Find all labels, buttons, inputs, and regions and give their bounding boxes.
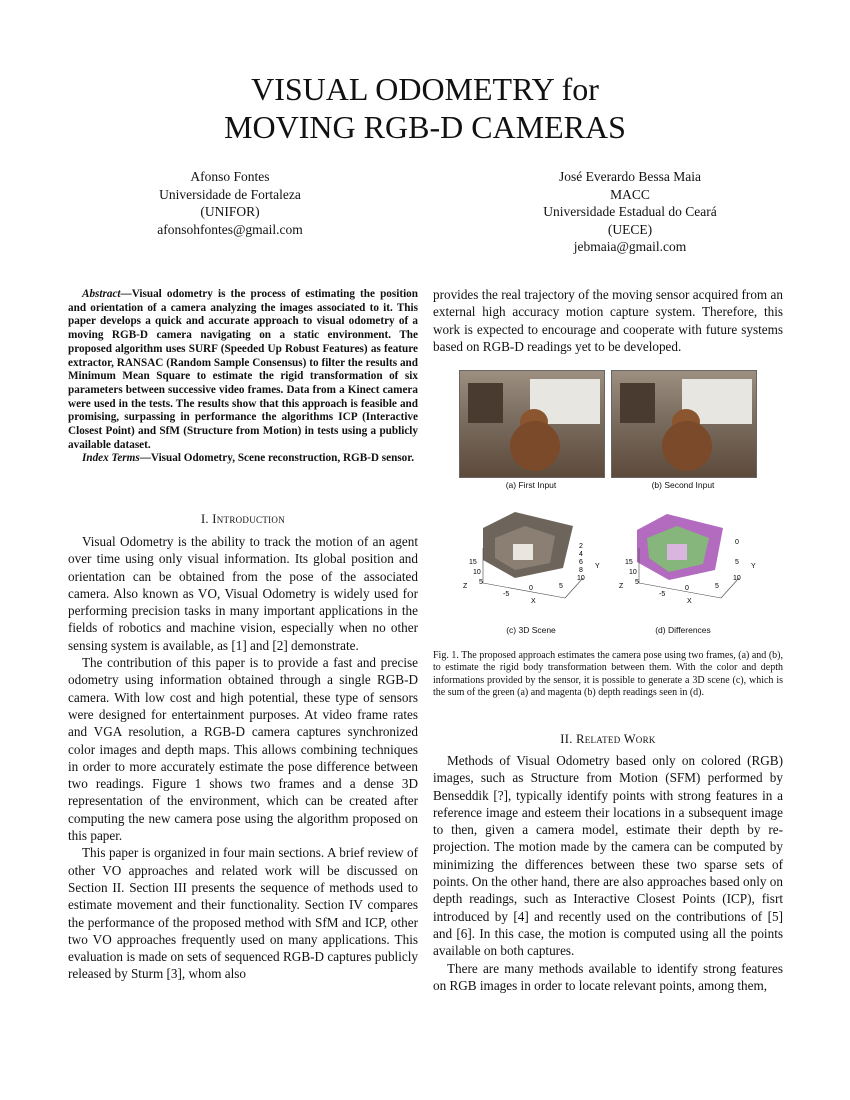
author-affiliation-dept: MACC xyxy=(610,186,650,202)
y-tick: 10 xyxy=(733,575,741,582)
author-email: jebmaia@gmail.com xyxy=(573,239,687,254)
y-tick: 10 xyxy=(577,575,585,582)
intro-paragraph-1: Visual Odometry is the ability to track the motion of an agent over time using only visual information. Its global position and orientation can be obtained from the pose of the associated camera. Also known as VO, Visual Odometry is widely used for performing precision tasks in many important applications in the fields of robotics and machine vision, especially when no other sensing system is available, as [1] and [2] demonstrate. xyxy=(68,534,418,653)
x-tick: -5 xyxy=(503,591,510,598)
right-column-body xyxy=(433,752,783,994)
z-label: Z xyxy=(619,583,624,590)
author-affiliation: Universidade de Fortaleza xyxy=(159,186,301,202)
y-label: Y xyxy=(751,563,756,570)
x-axis xyxy=(639,583,721,598)
x-tick: 5 xyxy=(715,583,719,590)
point-cloud-highlight xyxy=(513,544,533,560)
author-block-2 xyxy=(490,168,770,256)
intro-paragraph-2: The contribution of this paper is to provide a fast and precise odometry using information obtained through a single RGB-D camera. With low cost and high potential, these type of sensors were designed for entertainment purposes. At video frame rates and VGA resolution, a RGB-D camera captures synchronized color images and depth maps. This allows combining techniques in order to more accurately estimate the pose difference between two readings. Figure 1 shows two frames and a dense 3D representation of the environment, which can be created after computing the new camera pose using the algorithm proposed on this paper. xyxy=(68,655,418,844)
figure-1 xyxy=(455,370,775,640)
index-terms-text: —Visual Odometry, Scene reconstruction, RGB-D sensor. xyxy=(139,452,415,465)
z-label: Z xyxy=(463,583,468,590)
index-terms xyxy=(68,452,418,466)
subcaption-b: (b) Second Input xyxy=(651,480,715,490)
y-tick: 6 xyxy=(579,559,583,566)
plot-differences xyxy=(611,508,761,626)
x-tick: 0 xyxy=(685,585,689,592)
y-tick: 8 xyxy=(579,567,583,574)
x-label: X xyxy=(531,598,536,605)
z-tick: 5 xyxy=(479,579,483,586)
author-email: afonsohfontes@gmail.com xyxy=(157,221,303,237)
plot-3d-scene xyxy=(455,508,605,626)
title-line-1: VISUAL ODOMETRY for xyxy=(251,71,599,107)
z-tick: 15 xyxy=(625,559,633,566)
intro-paragraph-3: This paper is organized in four main sections. A brief review of other VO approaches and related work will be discussed on Section II. Section III presents the sequence of methods used to estimate movement and their functionality. Section IV compares the performance of the proposed method with SfM and ICP, other two VO approaches frequently used on many applications. This evaluation is made on sets of sequenced RGB-D captures publicly released by Sturm [3], whom also xyxy=(68,845,418,982)
subcaption-c: (c) 3D Scene xyxy=(506,625,556,635)
author-affiliation: Universidade Estadual do Ceará xyxy=(543,204,717,219)
y-tick: 2 xyxy=(579,543,583,550)
depth-overlap xyxy=(667,544,687,560)
z-tick: 15 xyxy=(469,559,477,566)
photo-first-input xyxy=(459,370,605,478)
abstract-text: —Visual odometry is the process of estimating the position and orientation of a camera analyzing the images associated to it. This paper develops a quick and accurate approach to visual odometry of a moving RGB-D camera navigating on a static environment. The proposed algorithm uses SURF (Speeded Up Robust Features) as feature extractor, RANSAC (Random Sample Consensus) to filter the results and Minimum Mean Square to estimate the rigid transformation of six parameters between successive video frames. Data from a Kinect camera were used in the tests. The results show that this approach is feasible and promising, surpassing in performance the algorithms ICP (Interactive Closest Point) and SfM (Structure from Motion) in tests using a publicly available dataset. xyxy=(68,288,418,451)
figure-caption: Fig. 1. The proposed approach estimates the camera pose using two frames, (a) and (b), to estimate the rigid body transformation between them. With the color and depth informations provided by the sensor, it is possible to generate a 3D scene (c), which is the sum of the green (a) and magenta (b) depth readings seen in (d). xyxy=(433,650,783,698)
abstract-paragraph xyxy=(68,288,418,452)
z-tick: 10 xyxy=(473,569,481,576)
related-paragraph-1: Methods of Visual Odometry based only on colored (RGB) images, such as Structure from Motion (SFM) performed by Benseddik [?], typically identify points with strong features in a reference image and esteem their locations in a subsequent image to then, given a camera model, estimate their depth by re-projection. The motion made by the camera can be computed by minimizing the differences between these two sparse sets of points. On the other hand, there are also approaches based only on depth readings, such as Interactive Closest Points (ICP), fisrt introduced by [4] and recently used on the contributions of [5] and [6]. In this case, the motion is computed using all the points available on both captures. xyxy=(433,753,783,959)
abstract-label: Abstract xyxy=(82,288,121,300)
y-label: Y xyxy=(595,563,600,570)
paper-title xyxy=(0,70,850,146)
author-affiliation-abbr: (UECE) xyxy=(607,221,653,237)
left-column-body xyxy=(68,533,418,983)
title-line-2: MOVING RGB-D CAMERAS xyxy=(224,109,626,145)
y-tick: 5 xyxy=(735,559,739,566)
related-paragraph-2: There are many methods available to identify strong features on RGB images in order to locate relevant points, among them, xyxy=(433,960,783,993)
y-tick: 4 xyxy=(579,551,583,558)
right-column-top xyxy=(433,286,783,355)
section-heading-related-work: II. Related Work xyxy=(560,732,656,746)
photo-second-input xyxy=(611,370,757,478)
intro-continuation: provides the real trajectory of the moving sensor acquired from an external high accuracy motion capture system. Therefore, this work is expected to encourage and cooperate with future systems based on RGB-D readings yet to be developed. xyxy=(433,287,783,354)
subcaption-d: (d) Differences xyxy=(655,625,711,635)
author-affiliation-abbr: (UNIFOR) xyxy=(200,204,260,219)
y-tick: 0 xyxy=(735,539,739,546)
section-heading-introduction: I. Introduction xyxy=(200,512,286,526)
author-name: José Everardo Bessa Maia xyxy=(558,169,702,184)
x-label: X xyxy=(687,598,692,605)
author-block-1 xyxy=(90,168,370,238)
author-name: Afonso Fontes xyxy=(190,169,270,184)
abstract xyxy=(68,288,418,466)
x-tick: 5 xyxy=(559,583,563,590)
subcaption-a: (a) First Input xyxy=(505,480,557,490)
x-tick: -5 xyxy=(659,591,666,598)
x-tick: 0 xyxy=(529,585,533,592)
index-terms-label: Index Terms xyxy=(82,452,140,465)
z-tick: 5 xyxy=(635,579,639,586)
z-tick: 10 xyxy=(629,569,637,576)
x-axis xyxy=(483,583,565,598)
